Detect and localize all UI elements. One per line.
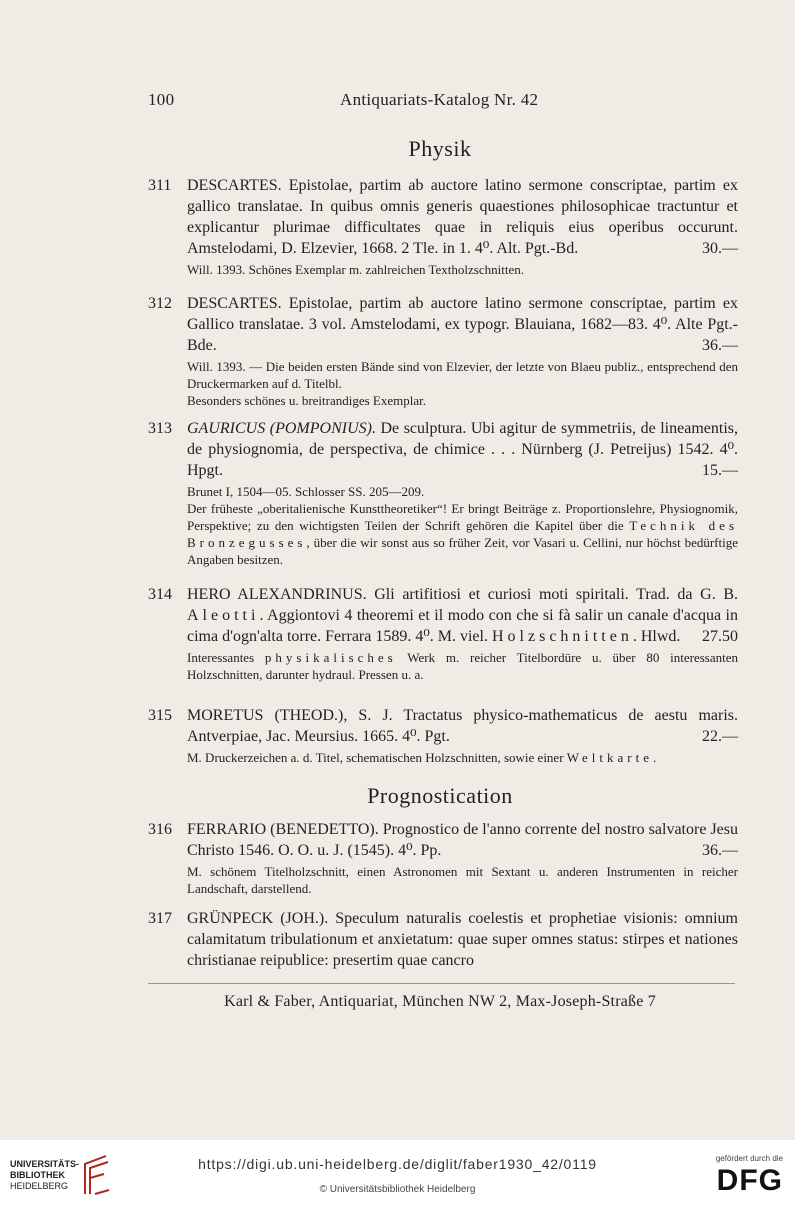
entry-author: GAURICUS (POMPONIUS). (187, 420, 376, 437)
page-number: 100 (148, 90, 175, 109)
catalog-entry-313 (148, 418, 738, 568)
entry-note: Will. 1393. — Die beiden ersten Bände sind von Elzevier, der letzte von Blaeu publiz., entsprechend den Druckermarken auf d. Titelbl. (187, 359, 738, 391)
entry-number: 314 (148, 586, 172, 603)
entry-description: GAURICUS (POMPONIUS). De sculptura. Ubi agitur de symmetriis, de lineamentis, de physiognomia, de perspectiva, de chimice . . . Nürnberg (J. Petreijus) 1542. 4⁰. Hpgt. 15.— (187, 420, 738, 479)
entry-note: M. schönem Titelholzschnitt, einen Astronomen mit Sextant u. anderen Instrumenten in reicher Landschaft, darstellend. (187, 864, 738, 896)
publisher-footer: Karl & Faber, Antiquariat, München NW 2, Max-Joseph-Straße 7 (224, 993, 656, 1010)
entry-description: GRÜNPECK (JOH.). Speculum naturalis coelestis et prophetiae visionis: omnium calamitatum tribulationum et anxietatum: quae super omnes status: stirpes et nationes christianae reipublice: presertim quae cancro (187, 910, 738, 969)
entry-price: 30.— (702, 240, 738, 257)
viewer-bottom-bar (0, 1140, 795, 1205)
entry-note: Interessantes physikalisches Werk m. reicher Titelbordüre u. über 80 interessanten Holzschnitten, darunter hydraul. Pressen u. a. (187, 650, 739, 682)
footer-divider (148, 983, 735, 984)
copyright-notice: © Universitätsbibliothek Heidelberg (319, 1184, 476, 1195)
digital-object-url-link[interactable]: https://digi.ub.uni-heidelberg.de/diglit/faber1930_42/0119 (198, 1156, 597, 1172)
funding-note: gefördert durch die (715, 1154, 783, 1163)
entry-number: 312 (148, 295, 172, 312)
entry-price: 27.50 (702, 628, 738, 645)
entry-description: DESCARTES. Epistolae, partim ab auctore latino sermone conscriptae, partim ex gallico translatae. In quibus omnis generis quaestiones philosophicae tractuntur et explicantur plurimae difficultates quae in reliquis eius operibus occurunt. Amstelodami, D. Elzevier, 1668. 2 Tle. in 1. 4⁰. Alt. Pgt.-Bd. 30.— (187, 177, 738, 257)
dfg-logo: DFG (716, 1164, 783, 1197)
entry-price: 36.— (702, 842, 738, 859)
entry-number: 316 (148, 821, 172, 838)
catalog-entry-311 (148, 175, 738, 278)
entry-number: 315 (148, 707, 172, 724)
entry-description: DESCARTES. Epistolae, partim ab auctore latino sermone conscriptae, partim ex Gallico translatae. 3 vol. Amstelodami, ex typogr. Blauiana, 1682—83. 4⁰. Alte Pgt.-Bde. 36.— (187, 295, 738, 354)
catalog-entry-316 (148, 819, 738, 897)
entry-note: M. Druckerzeichen a. d. Titel, schematischen Holzschnitten, sowie einer Weltkarte. (187, 750, 657, 765)
section-title-physik: Physik (408, 136, 472, 161)
entry-price: 22.— (702, 728, 738, 745)
catalog-entry-314 (148, 584, 738, 683)
section-title-prognostication: Prognostication (367, 783, 513, 808)
entry-note-2: Besonders schönes u. breitrandiges Exemplar. (187, 393, 426, 408)
catalog-entry-312 (148, 293, 738, 409)
entry-note: Will. 1393. Schönes Exemplar m. zahlreichen Textholzschnitten. (187, 262, 524, 277)
catalog-entry-315 (148, 705, 738, 766)
entry-price: 15.— (702, 462, 738, 479)
entry-number: 313 (148, 420, 172, 437)
catalog-title: Antiquariats-Katalog Nr. 42 (340, 90, 539, 109)
entry-number: 311 (148, 177, 172, 194)
entry-description: MORETUS (THEOD.), S. J. Tractatus physico-mathematicus de aestu maris. Antverpiae, Jac. Meursius. 1665. 4⁰. Pgt. 22.— (187, 707, 738, 745)
entry-description: HERO ALEXANDRINUS. Gli artifitiosi et curiosi moti spiritali. Trad. da G. B. Aleotti. Aggiontovi 4 theoremi et il modo con che si fà salir un canale d'acqua in cima d'ogn'alta torre. Ferrara 1589. 4⁰. M. viel. Holzschnitten. Hlwd. 27.50 (187, 586, 738, 645)
entry-number: 317 (148, 910, 172, 927)
entry-note: Brunet I, 1504—05. Schlosser SS. 205—209. (187, 484, 425, 499)
entry-note-2: Der früheste „oberitalienische Kunsttheoretiker“! Er bringt Beiträge z. Proportionslehre, Physiognomik, Perspektive; zu den wichtigsten Teilen der Schrift gehören die Kapitel über die Technik des Bronzegusses, über die wir sonst aus so früher Zeit, vor Vasari u. Cellini, nur höchst bedürftige Angaben besitzen. (187, 501, 739, 567)
catalog-entry-317 (148, 908, 738, 971)
entry-price: 36.— (702, 337, 738, 354)
library-name: UNIVERSITÄTS- BIBLIOTHEK HEIDELBERG (10, 1159, 80, 1191)
entry-description: FERRARIO (BENEDETTO). Prognostico de l'anno corrente del nostro salvatore Jesu Christo 1546. O. O. u. J. (1545). 4⁰. Pp. 36.— (187, 821, 738, 859)
